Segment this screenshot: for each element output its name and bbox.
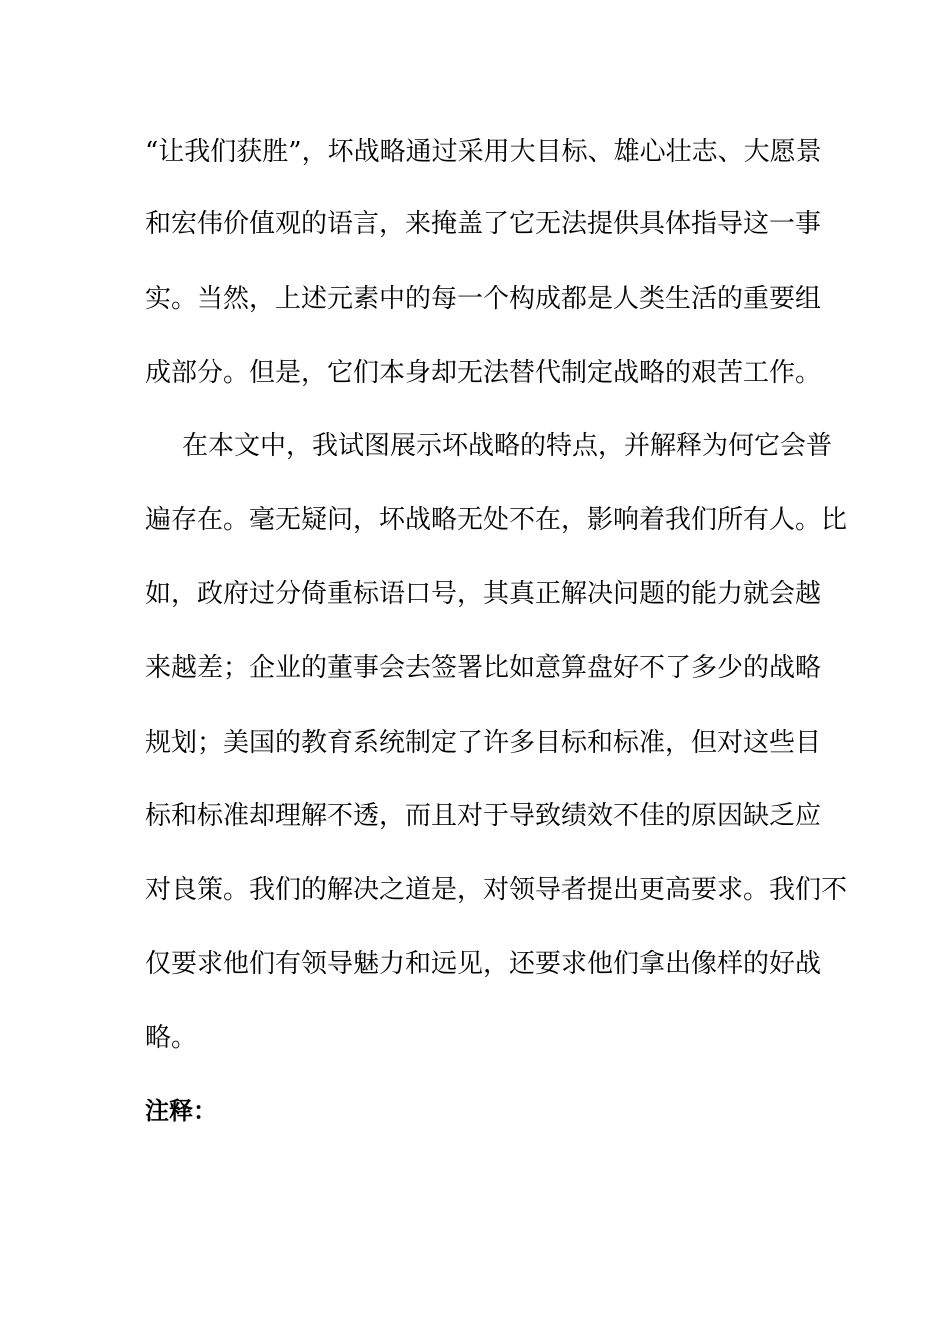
- paragraph-1-line-4: 成部分。但是，它们本身却无法替代制定战略的艰苦工作。: [145, 358, 822, 388]
- paragraph-2-line-1: 在本文中，我试图展示坏战略的特点，并解释为何它会普: [182, 431, 833, 461]
- notes-heading: 注释：: [145, 1097, 217, 1125]
- paragraph-2-line-4: 来越差；企业的董事会去签署比如意算盘好不了多少的战略: [145, 653, 822, 683]
- paragraph-1-line-1: “让我们获胜”，坏战略通过采用大目标、雄心壮志、大愿景: [145, 137, 822, 167]
- paragraph-2-line-9: 略。: [145, 1023, 198, 1053]
- paragraph-2-line-3: 如，政府过分倚重标语口号，其真正解决问题的能力就会越: [145, 579, 822, 609]
- paragraph-2-line-8: 仅要求他们有领导魅力和远见，还要求他们拿出像样的好战: [145, 949, 822, 979]
- paragraph-1-line-2: 和宏伟价值观的语言，来掩盖了它无法提供具体指导这一事: [145, 209, 822, 239]
- paragraph-1-line-3: 实。当然，上述元素中的每一个构成都是人类生活的重要组: [145, 284, 822, 314]
- paragraph-2-line-5: 规划；美国的教育系统制定了许多目标和标准，但对这些目: [145, 728, 822, 758]
- paragraph-2-line-6: 标和标准却理解不透，而且对于导致绩效不佳的原因缺乏应: [145, 801, 822, 831]
- paragraph-2-line-2: 遍存在。毫无疑问，坏战略无处不在，影响着我们所有人。比: [145, 505, 848, 535]
- paragraph-2-line-7: 对良策。我们的解决之道是，对领导者提出更高要求。我们不: [145, 875, 848, 905]
